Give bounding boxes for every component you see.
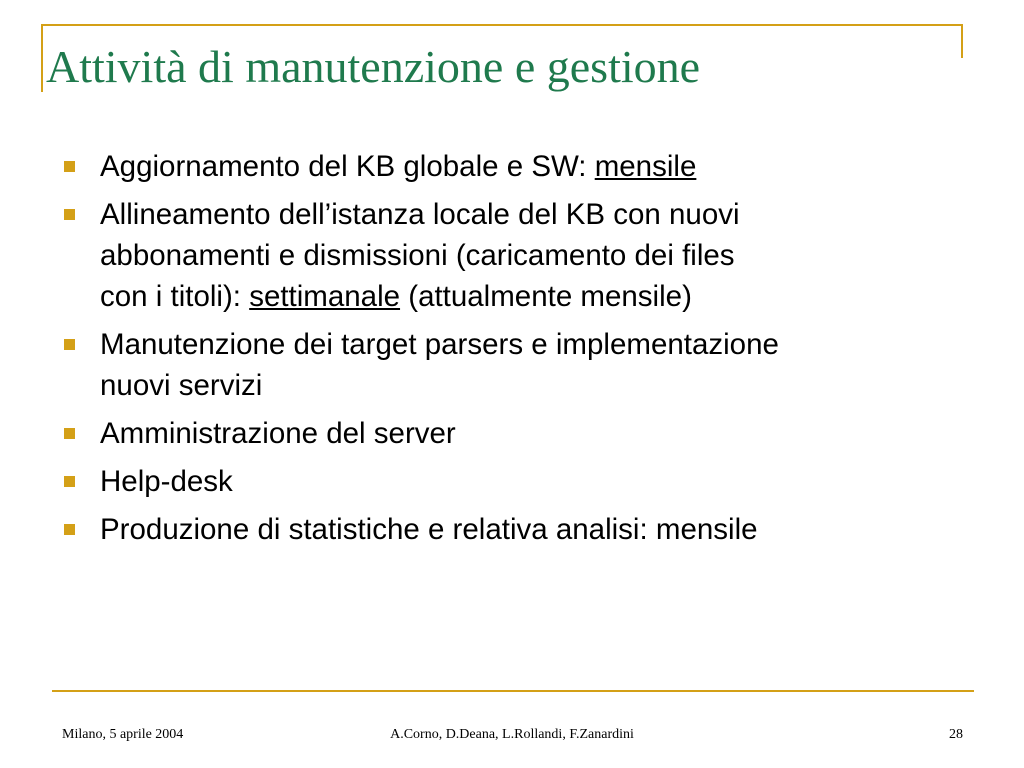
footer-divider	[52, 690, 974, 692]
bullet-item-produzione	[62, 509, 962, 550]
square-bullet-icon	[64, 428, 75, 439]
bullet-underlined-text: settimanale	[249, 280, 401, 313]
bullet-item-allineamento	[62, 194, 962, 317]
bullet-text-line-3-suffix: (attualmente mensile)	[400, 280, 692, 313]
bullet-text-line-1: Manutenzione dei target parsers e implementazione	[100, 328, 779, 361]
bullet-item-help-desk	[62, 461, 962, 502]
square-bullet-icon	[64, 476, 75, 487]
bullet-text-line-2: nuovi servizi	[100, 369, 263, 402]
frame-line-left	[41, 24, 43, 92]
bullet-item-aggiornamento	[62, 146, 962, 187]
bullet-list	[62, 146, 962, 557]
bullet-text-line-3: con i titoli):	[100, 280, 250, 313]
square-bullet-icon	[64, 161, 75, 172]
bullet-text-line-2: abbonamenti e dismissioni (caricamento dei files	[100, 239, 735, 272]
slide-title: Attività di manutenzione e gestione	[46, 41, 701, 92]
bullet-item-amministrazione	[62, 413, 962, 454]
footer-authors: A.Corno, D.Deana, L.Rollandi, F.Zanardini	[390, 727, 634, 742]
page-number: 28	[949, 727, 963, 742]
frame-line-right	[961, 24, 963, 58]
footer-date: Milano, 5 aprile 2004	[62, 727, 184, 742]
bullet-underlined-text: mensile	[594, 150, 697, 183]
bullet-text: Help-desk	[100, 465, 233, 498]
frame-line-top	[41, 24, 963, 26]
bullet-item-manutenzione	[62, 324, 962, 406]
bullet-text: Aggiornamento del KB globale e SW:	[100, 150, 595, 183]
bullet-text-line-1: Allineamento dell’istanza locale del KB con nuovi	[100, 198, 740, 231]
square-bullet-icon	[64, 339, 75, 350]
square-bullet-icon	[64, 209, 75, 220]
bullet-text: Produzione di statistiche e relativa analisi: mensile	[100, 513, 758, 546]
square-bullet-icon	[64, 524, 75, 535]
bullet-text: Amministrazione del server	[100, 417, 456, 450]
